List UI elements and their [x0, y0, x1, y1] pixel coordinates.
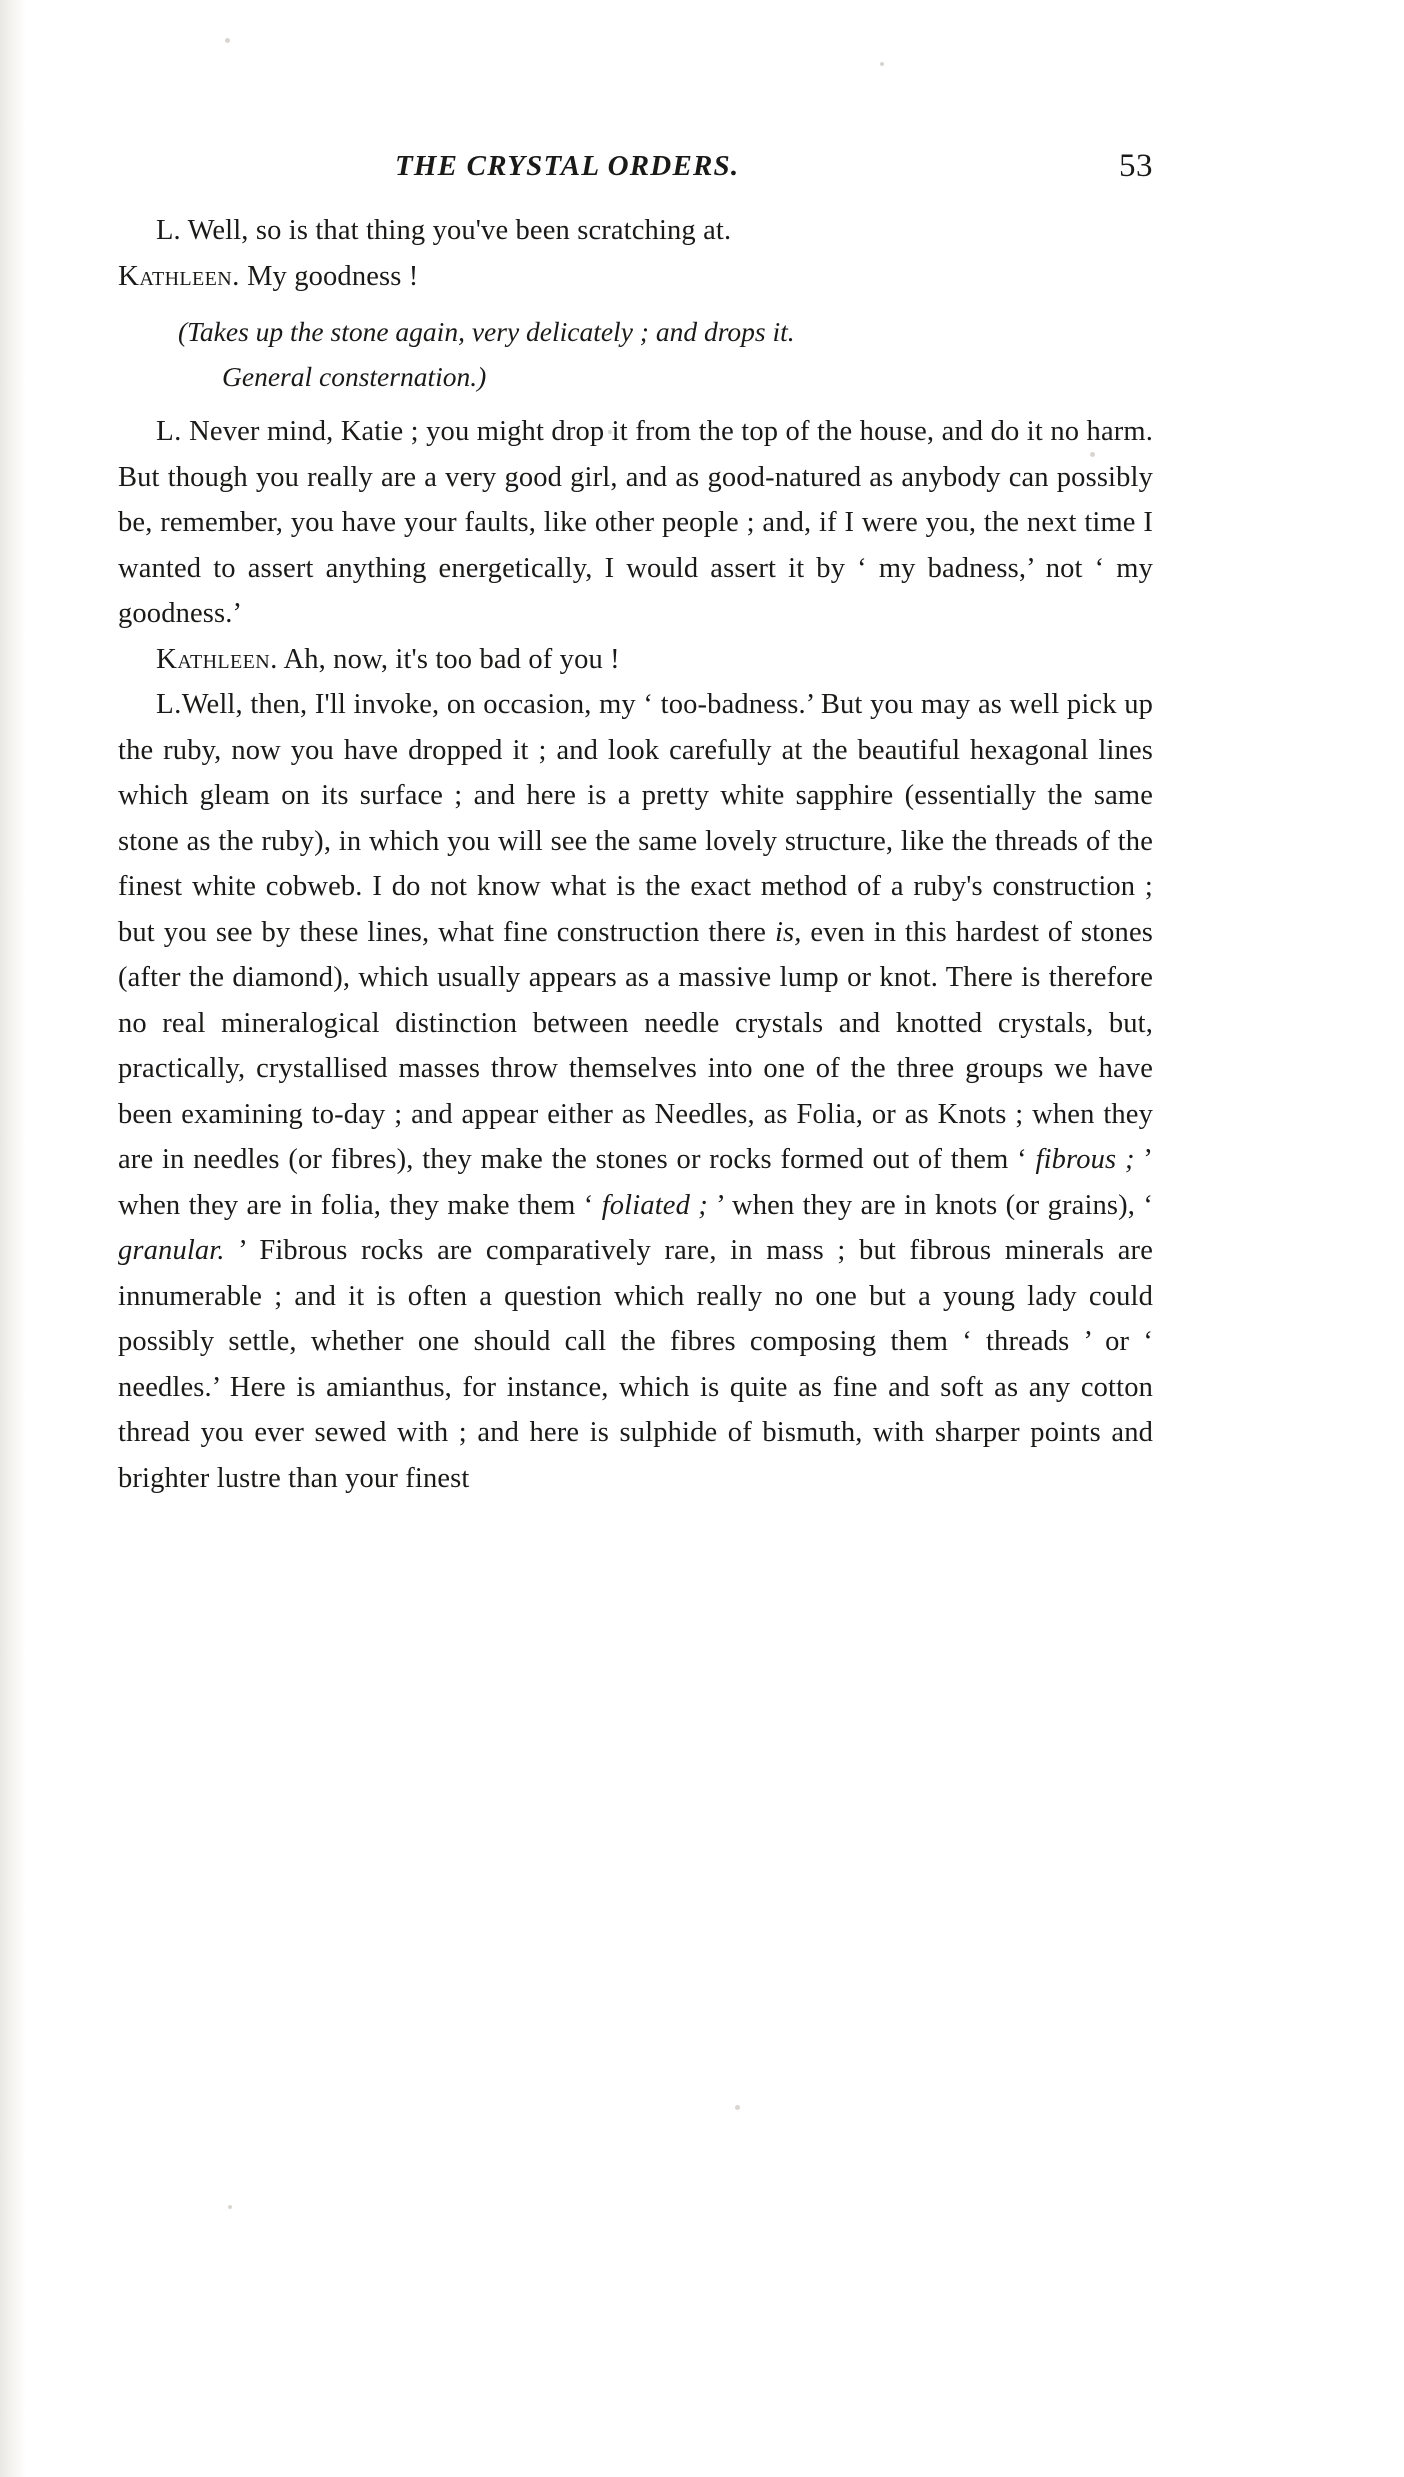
paragraph-l-3: [118, 682, 1153, 1501]
emphasis-granular: granular.: [118, 1235, 225, 1266]
dialogue-text: L. Well, so is that thing you've been scratching at.: [156, 215, 732, 246]
paragraph-text-b: even in this hardest of stones (after the diamond), which usually appears as a massive lump or knot. There is therefore no real mineralogical distinction between needle crystals and knotted crystals, but, practically, crystallised masses throw themselves into one of the three groups we have been examining to-day ; and appear either as Needles, as Folia, or as Knots ; when they are in needles (or fibres), they make the stones or rocks formed out of them ‘: [118, 916, 1153, 1175]
paragraph-l-2: [118, 409, 1153, 637]
emphasis-fibrous: fibrous ;: [1035, 1144, 1135, 1175]
page-speck: [228, 2205, 232, 2209]
page-speck: [880, 62, 884, 66]
paragraph-text: Never mind, Katie ; you might drop it from the top of the house, and do it no harm. But though you really are a very good girl, and as good-natured as anybody can possibly be, remember, you have your faults, like other people ; and, if I were you, the next time I wanted to assert anything energetically, I would assert it by ‘ my badness,’ not ‘ my goodness.’: [118, 416, 1153, 629]
emphasis-is: is,: [774, 916, 802, 948]
stage-direction: [178, 309, 1098, 399]
speaker-l: L.: [156, 415, 182, 447]
paragraph-text-d: ’ when they are in knots (or grains), ‘: [707, 1189, 1153, 1221]
paragraph-text-c: ’ when they are in folia, they make them ‘: [118, 1144, 1154, 1221]
paragraph-text-e: ’ Fibrous rocks are comparatively rare, in mass ; but fibrous minerals are innumerable ; and it is often a question which really no one but a young lady could possibly settle, whether one should call the fibres composing them ‘ threads ’ or ‘ needles.’ Here is amianthus, for instance, which is quite as fine and soft as any cotton thread you ever sewed with ; and here is sulphide of bismuth, with sharper points and brighter lustre than your finest: [118, 1235, 1153, 1494]
running-head: [180, 150, 1153, 208]
emphasis-foliated: foliated ;: [601, 1189, 708, 1221]
running-head-title: THE CRYSTAL ORDERS.: [395, 150, 740, 182]
dialogue-text: Ah, now, it's too bad of you !: [283, 643, 620, 675]
spacer: [118, 399, 1153, 409]
dialogue-line-kathleen-1: [118, 254, 1153, 300]
dialogue-line-kathleen-2: [118, 637, 1153, 683]
stage-direction-line-1: (Takes up the stone again, very delicately ; and drops it.: [178, 316, 795, 347]
page-speck: [735, 2105, 740, 2110]
spacer: [118, 299, 1153, 309]
speaker-l: L.: [156, 688, 182, 720]
dialogue-text: My goodness !: [247, 260, 419, 292]
page-content: [118, 150, 1153, 1501]
page-speck: [225, 38, 230, 43]
scan-edge-shadow: [0, 0, 26, 2477]
speaker-kathleen: Kathleen.: [156, 642, 278, 675]
stage-direction-line-2: General consternation.): [222, 361, 487, 392]
page-number: 53: [1119, 148, 1153, 184]
dialogue-line-l-1: [118, 208, 1153, 254]
paragraph-text-a: Well, then, I'll invoke, on occasion, my ‘ too-badness.’ But you may as well pick up the ruby, now you have dropped it ; and look carefully at the beautiful hexagonal lines which gleam on its surface ; and here is a pretty white sapphire (essentially the same stone as the ruby), in which you will see the same lovely structure, like the threads of the finest white cobweb. I do not know what is the exact method of a ruby's construction ; but you see by these lines, what fine construction there: [118, 689, 1153, 948]
speaker-kathleen: Kathleen.: [118, 259, 240, 292]
